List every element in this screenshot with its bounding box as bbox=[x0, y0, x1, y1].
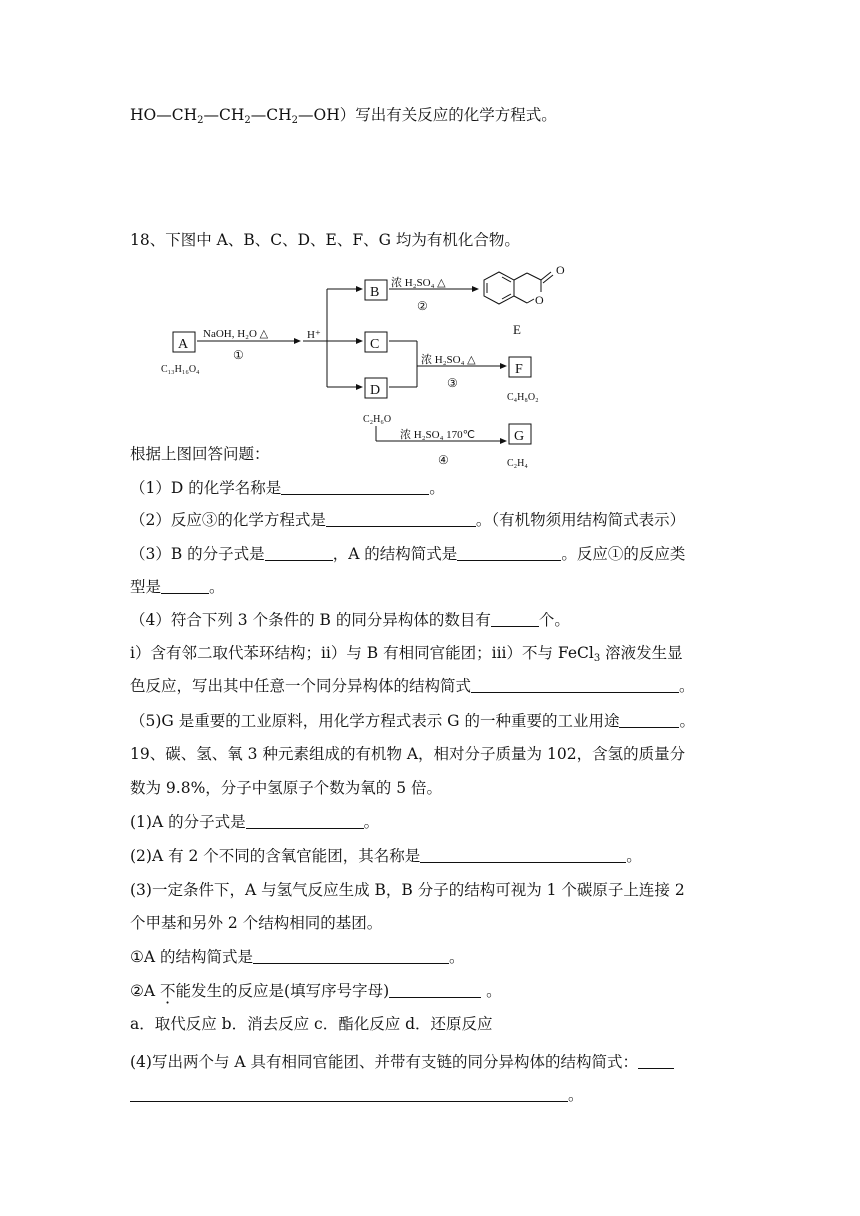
answer-blank[interactable] bbox=[281, 478, 429, 495]
q19-part-3-line-2: 个甲基和另外 2 个结构相同的基团。 bbox=[130, 914, 383, 932]
answer-blank[interactable] bbox=[420, 846, 626, 863]
reagent-4: 浓 H₂SO₄ 170℃ bbox=[400, 429, 476, 441]
q18-part-4: （4）符合下列 3 个条件的 B 的同分异构体的数目有 个。 bbox=[130, 611, 570, 629]
answer-blank[interactable] bbox=[265, 544, 333, 561]
step-3: ③ bbox=[447, 376, 458, 390]
answer-blank[interactable] bbox=[246, 812, 364, 829]
formula-G: C₂H₄ bbox=[507, 458, 528, 469]
answer-blank[interactable] bbox=[326, 510, 476, 527]
q19-part-2: (2)A 有 2 个不同的含氧官能团，其名称是 。 bbox=[130, 847, 642, 865]
node-G-label: G bbox=[514, 429, 525, 444]
answer-prompt: 根据上图回答问题： bbox=[130, 445, 270, 463]
answer-blank[interactable] bbox=[389, 981, 481, 998]
q19-part-4-line2: 。 bbox=[130, 1085, 584, 1105]
answer-blank[interactable] bbox=[491, 610, 539, 627]
answer-blank[interactable] bbox=[161, 577, 209, 594]
q18-part-5: （5)G 是重要的工业原料，用化学方程式表示 G 的一种重要的工业用途 。 bbox=[130, 712, 695, 730]
q18-part-2: （2）反应③的化学方程式是 。（有机物须用结构简式表示） bbox=[130, 511, 686, 529]
q18-part-4-conditions: i）含有邻二取代苯环结构；ii）与 B 有相同官能团；iii）不与 FeCl$_3$ 溶液发生显 bbox=[130, 644, 683, 664]
formula-A: C₁₃H₁₆O₄ bbox=[161, 364, 200, 375]
formula-F: C₄H₈O₂ bbox=[507, 392, 539, 403]
q19-part-4: (4)写出两个与 A 具有相同官能团、并带有支链的同分异构体的结构简式： bbox=[130, 1052, 674, 1072]
node-A-label: A bbox=[178, 337, 189, 352]
formula-D: C₂H₆O bbox=[363, 414, 392, 425]
q19-options: a．取代反应 b．消去反应 c．酯化反应 d．还原反应 bbox=[130, 1015, 493, 1033]
reagent-h-plus: H⁺ bbox=[307, 329, 321, 341]
q18-intro: 18、下图中 A、B、C、D、E、F、G 均为有机化合物。 bbox=[130, 231, 520, 249]
reaction-scheme-diagram bbox=[155, 258, 585, 473]
q18-part-3-cont: 型是 。 bbox=[130, 578, 225, 596]
q19-line-1: 19、碳、氢、氧 3 种元素组成的有机物 A，相对分子质量为 102，含氢的质量分 bbox=[130, 745, 686, 763]
q19-part-3-sub-2: ②A 不能发生的反应是(填写序号字母) 。 bbox=[130, 982, 502, 1000]
q19-part-1: (1)A 的分子式是 。 bbox=[130, 813, 380, 831]
q19-line-2: 数为 9.8%，分子中氢原子个数为氧的 5 倍。 bbox=[130, 779, 443, 797]
node-F-label: F bbox=[515, 362, 523, 377]
reagent-1: NaOH, H₂O △ bbox=[203, 328, 269, 340]
node-C-label: C bbox=[370, 337, 380, 352]
q19-part-3-line-1: (3)一定条件下，A 与氢气反应生成 B，B 分子的结构可视为 1 个碳原子上连接 2 bbox=[130, 881, 685, 899]
carbonyl-o: O bbox=[556, 263, 565, 277]
q18-part-1: （1）D 的化学名称是 。 bbox=[130, 479, 445, 497]
node-B-label: B bbox=[370, 285, 380, 300]
q18-part-4-line2: 色反应，写出其中任意一个同分异构体的结构简式 。 bbox=[130, 677, 695, 695]
emphasis-dotted-text: 不能 bbox=[160, 982, 192, 1000]
answer-blank[interactable] bbox=[253, 947, 449, 964]
q19-part-3-sub-1: ①A 的结构简式是 。 bbox=[130, 948, 465, 966]
answer-blank[interactable] bbox=[457, 544, 561, 561]
answer-blank[interactable] bbox=[638, 1052, 674, 1069]
step-2: ② bbox=[417, 299, 428, 313]
answer-blank[interactable] bbox=[471, 676, 679, 693]
step-1: ① bbox=[233, 348, 244, 362]
q18-part-3: （3）B 的分子式是 ，A 的结构简式是 。反应①的反应类 bbox=[130, 545, 686, 563]
ring-o: O bbox=[535, 293, 544, 307]
node-E-label: E bbox=[513, 322, 521, 337]
answer-blank[interactable] bbox=[619, 711, 679, 728]
answer-blank[interactable] bbox=[130, 1085, 568, 1102]
step-4: ④ bbox=[438, 453, 449, 467]
node-D-label: D bbox=[370, 383, 381, 398]
q17-formula-line: $HO—CH_2—CH_2—CH_2—OH$）写出有关反应的化学方程式。 bbox=[130, 106, 557, 126]
reagent-2: 浓 H₂SO₄ △ bbox=[391, 277, 446, 289]
reagent-3: 浓 H₂SO₄ △ bbox=[421, 354, 476, 366]
